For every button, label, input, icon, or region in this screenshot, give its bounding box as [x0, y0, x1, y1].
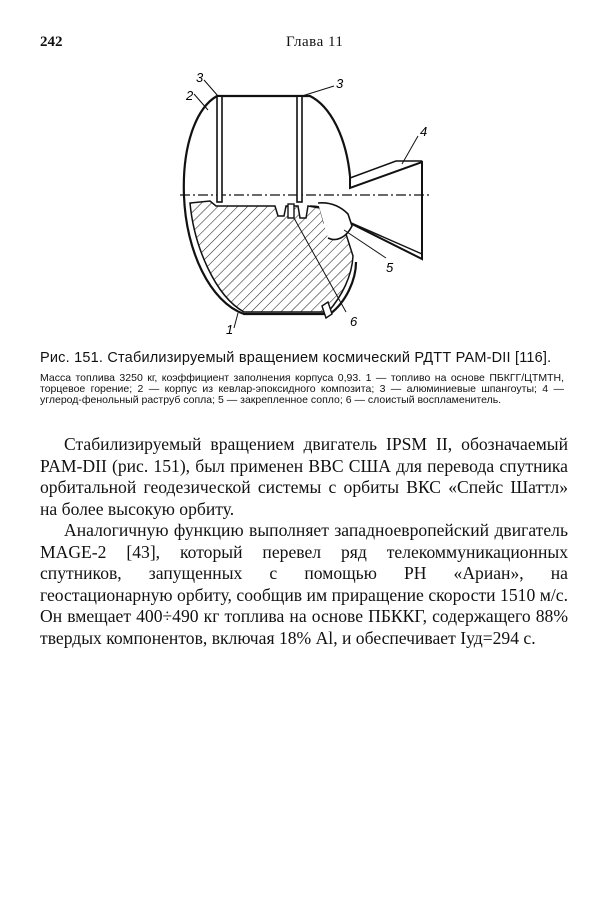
figure-caption-text: Масса топлива 3250 кг, коэффициент заполнения корпуса 0,93. 1 — топливо на основе ПБКГГ/ЦТМТН, торцевое горение; 2 — корпус из кевлар-эпоксидного композита; 3 — алюминиевые шпангоуты; 4 — углерод-фенольный раструб сопла; 5 — закрепленное сопло; 6 — слоистый воспламенитель. — [40, 372, 564, 407]
aft-ring — [297, 96, 302, 202]
label-6: 6 — [350, 314, 358, 329]
label-1: 1 — [226, 322, 234, 337]
leader-3b — [302, 86, 334, 96]
paragraph: Стабилизируемый вращением двигатель IPSM II, обозначаемый PAM-DII (рис. 151), был применен ВВС США для перевода спутника орбитальной геодезической системы с орбиты ВКС «Спейс Шаттл» на более высокую орбиту. — [40, 434, 568, 519]
label-2: 2 — [186, 88, 194, 103]
label-4: 4 — [420, 124, 428, 139]
page-header — [40, 34, 560, 54]
motor-case-top — [217, 96, 350, 176]
ignitor — [288, 204, 294, 218]
leader-3a — [204, 80, 218, 96]
leader-1 — [234, 313, 238, 328]
motor-diagram-svg — [160, 66, 440, 340]
paragraph: Аналогичную функцию выполняет западноевропейский двигатель MAGE-2 [43], который перевел ряд телекоммуникационных спутников, запущенных с помощью РН «Ариан», на геостационарную орбиту, сообщив им приращение скорости 1510 м/с. Он вмещает 400÷490 кг топлива на основе ПБККГ, содержащего 88% твердых компонентов, включая 18% Al, и обеспечивает Iуд=294 с. — [40, 520, 568, 648]
forward-ring — [217, 96, 222, 202]
leader-2 — [194, 94, 208, 110]
motor-diagram — [160, 66, 440, 340]
label-5: 5 — [386, 260, 394, 275]
body-text — [40, 434, 568, 649]
label-3a: 3 — [196, 70, 204, 85]
leader-4 — [402, 136, 418, 164]
page-number: 242 — [40, 34, 63, 50]
label-3b: 3 — [336, 76, 344, 91]
figure-caption-title: Рис. 151. Стабилизируемый вращением космический РДТТ PAM-DII [116]. — [40, 350, 552, 366]
chapter-title: Глава 11 — [286, 34, 344, 50]
